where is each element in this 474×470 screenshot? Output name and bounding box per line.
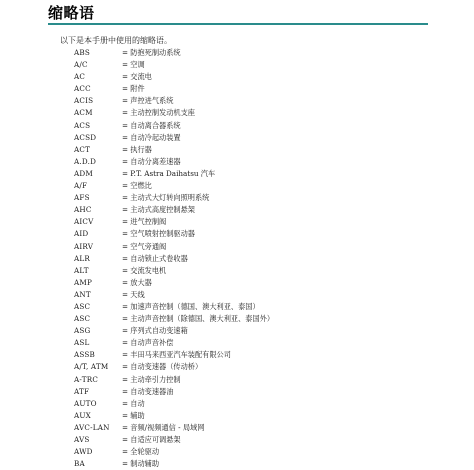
abbreviation-row — [74, 241, 274, 253]
abbreviation-term: ASC — [74, 301, 91, 311]
abbreviation-row — [74, 156, 274, 168]
abbreviation-term: AUX — [74, 410, 91, 420]
abbreviation-row — [74, 180, 274, 192]
abbreviation-term: ASSB — [74, 350, 95, 360]
abbreviation-meaning: = 序列式自动变速箱 — [122, 326, 188, 336]
abbreviation-row — [74, 83, 274, 95]
abbreviation-term: ACIS — [74, 96, 94, 106]
abbreviation-term: ACSD — [74, 132, 97, 142]
abbreviation-row — [74, 192, 274, 204]
abbreviation-term: AVS — [74, 435, 90, 444]
abbreviation-row — [74, 253, 274, 265]
abbreviation-term: ACT — [74, 144, 91, 154]
abbreviation-meaning: = 天线 — [122, 289, 145, 299]
abbreviation-row — [74, 265, 274, 277]
abbreviation-term: BA — [74, 459, 85, 469]
abbreviation-row — [74, 289, 274, 301]
abbreviation-row — [74, 349, 274, 361]
abbreviation-meaning: = 自动锁止式卷收器 — [122, 253, 188, 263]
abbreviation-meaning: = 空气喷射控制驱动器 — [122, 229, 195, 239]
abbreviation-meaning: = 音频/视频通信 - 局域网 — [122, 422, 205, 432]
abbreviation-term: ABS — [74, 48, 90, 57]
abbreviation-row — [74, 59, 274, 71]
abbreviation-term: AC — [74, 72, 86, 82]
abbreviation-meaning: = 放大器 — [122, 277, 152, 287]
abbreviation-term: AIRV — [74, 241, 94, 251]
abbreviation-meaning: = 交流发电机 — [122, 265, 167, 275]
abbreviation-meaning: = 自动 — [122, 398, 145, 408]
abbreviation-term: ALR — [74, 253, 90, 263]
abbreviation-meaning: = 加速声音控制（德国、澳大利亚、泰国） — [122, 301, 260, 311]
abbreviation-row — [74, 144, 274, 156]
abbreviation-meaning: = 自动变速器（传动桥） — [122, 362, 203, 372]
abbreviation-term: ACM — [74, 108, 93, 118]
abbreviation-meaning: = 进气控制阀 — [122, 217, 167, 227]
abbreviation-row — [74, 386, 274, 398]
abbreviation-meaning: = 空气旁通阀 — [122, 241, 167, 251]
abbreviation-term: ATF — [74, 386, 90, 396]
abbreviation-row — [74, 410, 274, 422]
abbreviation-row — [74, 361, 274, 373]
abbreviation-meaning: = 空调 — [122, 60, 145, 70]
abbreviation-row — [74, 374, 274, 386]
abbreviation-term: A/C — [74, 60, 88, 70]
abbreviation-row — [74, 325, 274, 337]
abbreviation-term: AUTO — [74, 398, 97, 408]
abbreviation-term: ASC — [74, 314, 91, 324]
abbreviation-term: AICV — [74, 217, 94, 227]
abbreviation-meaning: = 辅助 — [122, 410, 145, 420]
abbreviation-row — [74, 337, 274, 349]
abbreviation-row — [74, 107, 274, 119]
abbreviation-row — [74, 277, 274, 289]
abbreviation-term: A/F — [74, 181, 88, 191]
abbreviation-row — [74, 120, 274, 132]
abbreviation-row — [74, 434, 274, 446]
abbreviation-meaning: = 声控进气系统 — [122, 96, 174, 106]
heading-divider — [48, 23, 428, 25]
abbreviation-meaning: = 执行器 — [122, 144, 152, 154]
abbreviation-meaning: = 主动牵引力控制 — [122, 374, 181, 384]
abbreviation-term: AMP — [74, 277, 92, 287]
abbreviation-meaning: = 附件 — [122, 84, 145, 94]
abbreviation-meaning: = 交流电 — [122, 72, 152, 82]
abbreviation-row — [74, 204, 274, 216]
abbreviation-meaning: = 自动离合器系统 — [122, 120, 181, 130]
abbreviation-meaning: = 主动式大灯转向照明系统 — [122, 193, 210, 203]
abbreviation-term: AID — [74, 229, 89, 239]
abbreviation-term: AHC — [74, 205, 92, 215]
abbreviation-term: AFS — [74, 193, 90, 203]
abbreviation-row — [74, 458, 274, 470]
abbreviation-term: AVC-LAN — [74, 422, 110, 432]
abbreviation-row — [74, 313, 274, 325]
abbreviation-term: ANT — [74, 289, 91, 299]
abbreviation-meaning: = 空燃比 — [122, 181, 152, 191]
abbreviation-term: ASG — [74, 326, 91, 336]
abbreviation-meaning: = 自动分离差速器 — [122, 156, 181, 166]
page-heading: 缩略语 — [48, 4, 95, 22]
abbreviation-meaning: = 主动声音控制（除德国、澳大利亚、泰国外） — [122, 314, 275, 324]
abbreviation-term: A/T, ATM — [74, 362, 109, 372]
abbreviation-meaning: = 制动辅助 — [122, 459, 160, 469]
abbreviation-meaning: = 自适应可调悬架 — [122, 435, 181, 444]
abbreviation-term: ASL — [74, 338, 90, 348]
abbreviation-row — [74, 228, 274, 240]
abbreviation-row — [74, 398, 274, 410]
abbreviation-meaning: = P.T. Astra Daihatsu 汽车 — [122, 168, 216, 178]
abbreviation-term: A.D.D — [74, 156, 97, 166]
abbreviation-meaning: = 丰田马来西亚汽车装配有限公司 — [122, 350, 231, 360]
abbreviation-term: A-TRC — [74, 374, 99, 384]
abbreviation-row — [74, 132, 274, 144]
abbreviation-row — [74, 301, 274, 313]
abbreviation-row — [74, 168, 274, 180]
abbreviation-meaning: = 全轮驱动 — [122, 447, 160, 457]
abbreviation-meaning: = 自动变速器油 — [122, 386, 174, 396]
abbreviation-meaning: = 自动声音补偿 — [122, 338, 174, 348]
abbreviation-term: ADM — [74, 168, 93, 178]
abbreviation-row — [74, 216, 274, 228]
abbreviation-term: ACS — [74, 120, 91, 130]
intro-text: 以下是本手册中使用的缩略语。 — [60, 36, 172, 45]
abbreviation-term: ACC — [74, 84, 91, 94]
abbreviation-meaning: = 主动式高度控制悬架 — [122, 205, 195, 215]
abbreviation-meaning: = 自动冷起动装置 — [122, 132, 181, 142]
abbreviation-meaning: = 主动控制发动机支座 — [122, 108, 195, 118]
abbreviation-row — [74, 422, 274, 434]
abbreviation-row — [74, 446, 274, 458]
abbreviation-row — [74, 95, 274, 107]
abbreviation-term: AWD — [74, 447, 93, 457]
abbreviation-list — [74, 47, 274, 470]
abbreviation-row — [74, 71, 274, 83]
abbreviation-term: ALT — [74, 265, 89, 275]
abbreviation-row — [74, 47, 274, 59]
abbreviation-meaning: = 防抱死制动系统 — [122, 48, 181, 57]
